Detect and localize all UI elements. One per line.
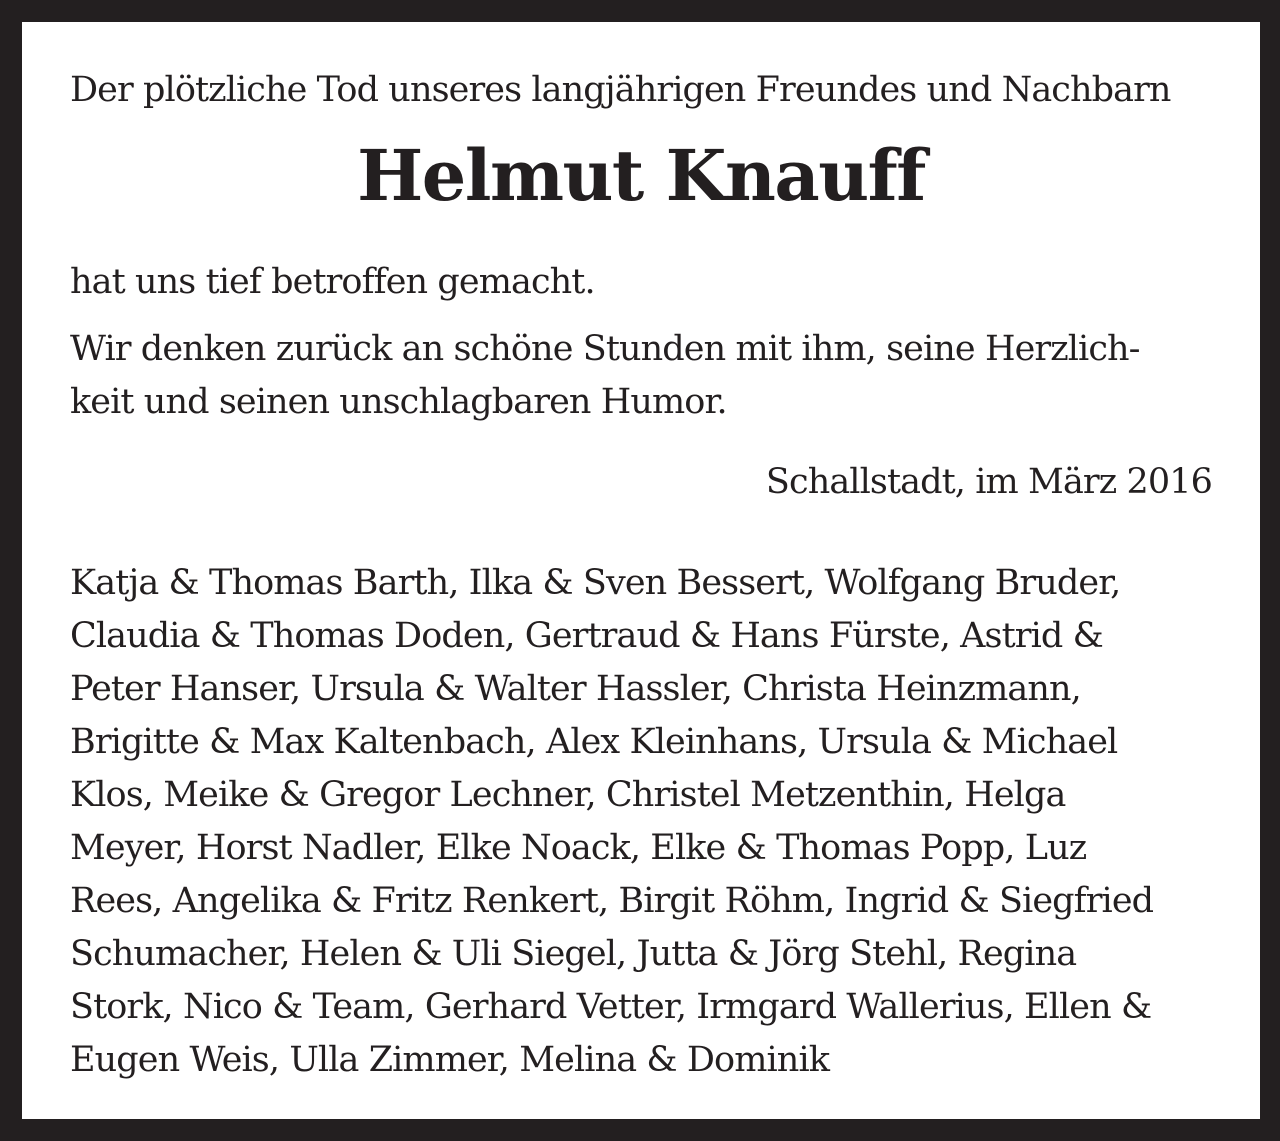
mourners-line: Eugen Weis, Ulla Zimmer, Melina & Dominik	[70, 1040, 830, 1080]
mourners-line: Meyer, Horst Nadler, Elke Noack, Elke & Thomas Popp, Luz	[70, 828, 1087, 868]
mourners-line: Brigitte & Max Kaltenbach, Alex Kleinhans, Ursula & Michael	[70, 722, 1118, 762]
mourners-line: Schumacher, Helen & Uli Siegel, Jutta & Jörg Stehl, Regina	[70, 934, 1077, 974]
mourners-line: Stork, Nico & Team, Gerhard Vetter, Irmgard Wallerius, Ellen &	[70, 987, 1152, 1027]
message-line-1: hat uns tief betroffen gemacht.	[70, 262, 595, 302]
mourners-line: Peter Hanser, Ursula & Walter Hassler, Christa Heinzmann,	[70, 669, 1081, 709]
message-line-2: Wir denken zurück an schöne Stunden mit ihm, seine Herzlich-	[70, 329, 1140, 369]
intro-text: Der plötzliche Tod unseres langjährigen Freundes und Nachbarn	[70, 70, 1171, 110]
mourners-line: Klos, Meike & Gregor Lechner, Christel Metzenthin, Helga	[70, 775, 1066, 815]
message-line-3: keit und seinen unschlagbaren Humor.	[70, 382, 727, 422]
deceased-name: Helmut Knauff	[357, 134, 925, 217]
obituary-notice	[22, 22, 1260, 1119]
mourners-line: Claudia & Thomas Doden, Gertraud & Hans Fürste, Astrid &	[70, 616, 1103, 656]
mourners-list	[70, 557, 1153, 1087]
mourners-line: Rees, Angelika & Fritz Renkert, Birgit Röhm, Ingrid & Siegfried	[70, 881, 1154, 921]
mourners-line: Katja & Thomas Barth, Ilka & Sven Bessert, Wolfgang Bruder,	[70, 563, 1121, 603]
place-date: Schallstadt, im März 2016	[765, 462, 1212, 502]
